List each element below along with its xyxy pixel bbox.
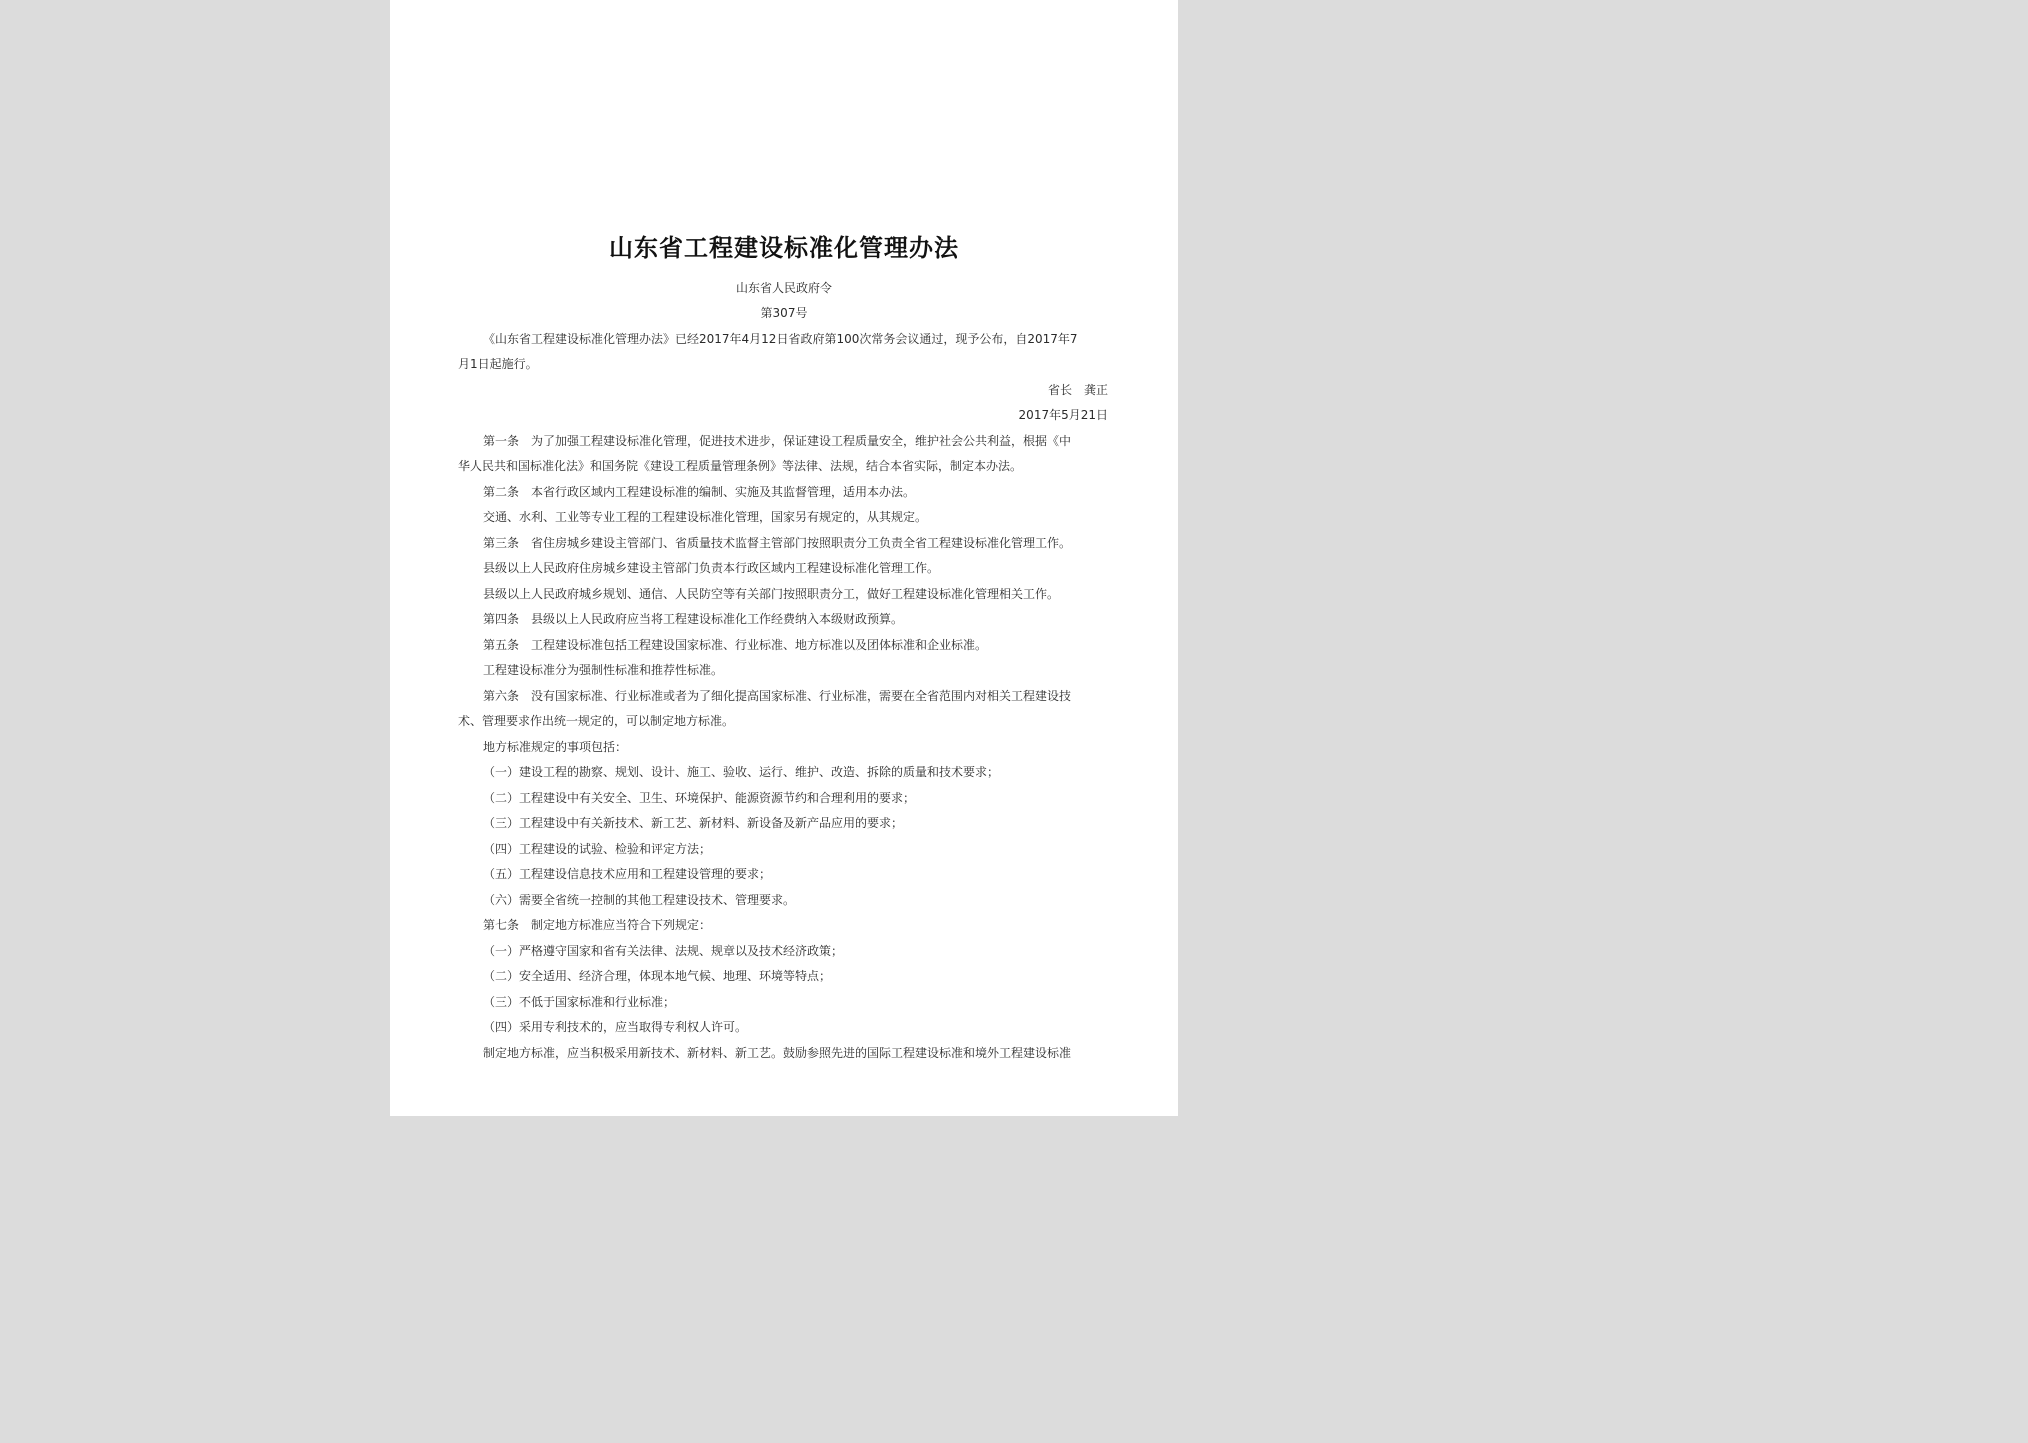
intro-line: 《山东省工程建设标准化管理办法》已经2017年4月12日省政府第100次常务会议通过，现予公布，自2017年7 <box>483 332 1078 346</box>
list-item: （一）严格遵守国家和省有关法律、法规、规章以及技术经济政策； <box>483 944 844 958</box>
article-line: 第六条 没有国家标准、行业标准或者为了细化提高国家标准、行业标准，需要在全省范围内对相关工程建设技 <box>483 689 1072 703</box>
list-item: （四）采用专利技术的，应当取得专利权人许可。 <box>483 1020 748 1034</box>
article-line: 华人民共和国标准化法》和国务院《建设工程质量管理条例》等法律、法规，结合本省实际，制定本办法。 <box>458 459 1023 473</box>
article-line: 第七条 制定地方标准应当符合下列规定： <box>483 918 712 932</box>
article-line: 第二条 本省行政区域内工程建设标准的编制、实施及其监督管理，适用本办法。 <box>483 485 916 499</box>
list-item: （三）工程建设中有关新技术、新工艺、新材料、新设备及新产品应用的要求； <box>483 816 904 830</box>
order-number: 第307号 <box>760 306 808 320</box>
list-item: （三）不低于国家标准和行业标准； <box>483 995 676 1009</box>
article-line: 地方标准规定的事项包括： <box>483 740 628 754</box>
intro-line: 月1日起施行。 <box>458 357 538 371</box>
article-line: 第三条 省住房城乡建设主管部门、省质量技术监督主管部门按照职责分工负责全省工程建设标准化管理工作。 <box>483 536 1072 550</box>
article-line: 县级以上人民政府住房城乡建设主管部门负责本行政区域内工程建设标准化管理工作。 <box>483 561 940 575</box>
list-item: （四）工程建设的试验、检验和评定方法； <box>483 842 712 856</box>
list-item: （二）安全适用、经济合理，体现本地气候、地理、环境等特点； <box>483 969 832 983</box>
article-line: 县级以上人民政府城乡规划、通信、人民防空等有关部门按照职责分工，做好工程建设标准化管理相关工作。 <box>483 587 1060 601</box>
document-page <box>390 0 1178 1116</box>
list-item: （一）建设工程的勘察、规划、设计、施工、验收、运行、维护、改造、拆除的质量和技术要求； <box>483 765 1000 779</box>
document-title: 山东省工程建设标准化管理办法 <box>609 233 959 262</box>
article-line: 工程建设标准分为强制性标准和推荐性标准。 <box>483 663 724 677</box>
list-item: （六）需要全省统一控制的其他工程建设技术、管理要求。 <box>483 893 796 907</box>
signature: 省长 龚正 <box>1047 383 1108 397</box>
document-date: 2017年5月21日 <box>1018 408 1108 422</box>
article-line: 第五条 工程建设标准包括工程建设国家标准、行业标准、地方标准以及团体标准和企业标准。 <box>483 638 988 652</box>
article-line: 术、管理要求作出统一规定的，可以制定地方标准。 <box>458 714 735 728</box>
list-item: （五）工程建设信息技术应用和工程建设管理的要求； <box>483 867 772 881</box>
list-item: （二）工程建设中有关安全、卫生、环境保护、能源资源节约和合理利用的要求； <box>483 791 916 805</box>
article-line: 第一条 为了加强工程建设标准化管理，促进技术进步，保证建设工程质量安全，维护社会公共利益，根据《中 <box>483 434 1072 448</box>
article-line: 第四条 县级以上人民政府应当将工程建设标准化工作经费纳入本级财政预算。 <box>483 612 904 626</box>
issuer: 山东省人民政府令 <box>735 281 832 295</box>
article-line: 制定地方标准，应当积极采用新技术、新材料、新工艺。鼓励参照先进的国际工程建设标准和境外工程建设标准 <box>483 1046 1072 1060</box>
article-line: 交通、水利、工业等专业工程的工程建设标准化管理，国家另有规定的，从其规定。 <box>483 510 928 524</box>
